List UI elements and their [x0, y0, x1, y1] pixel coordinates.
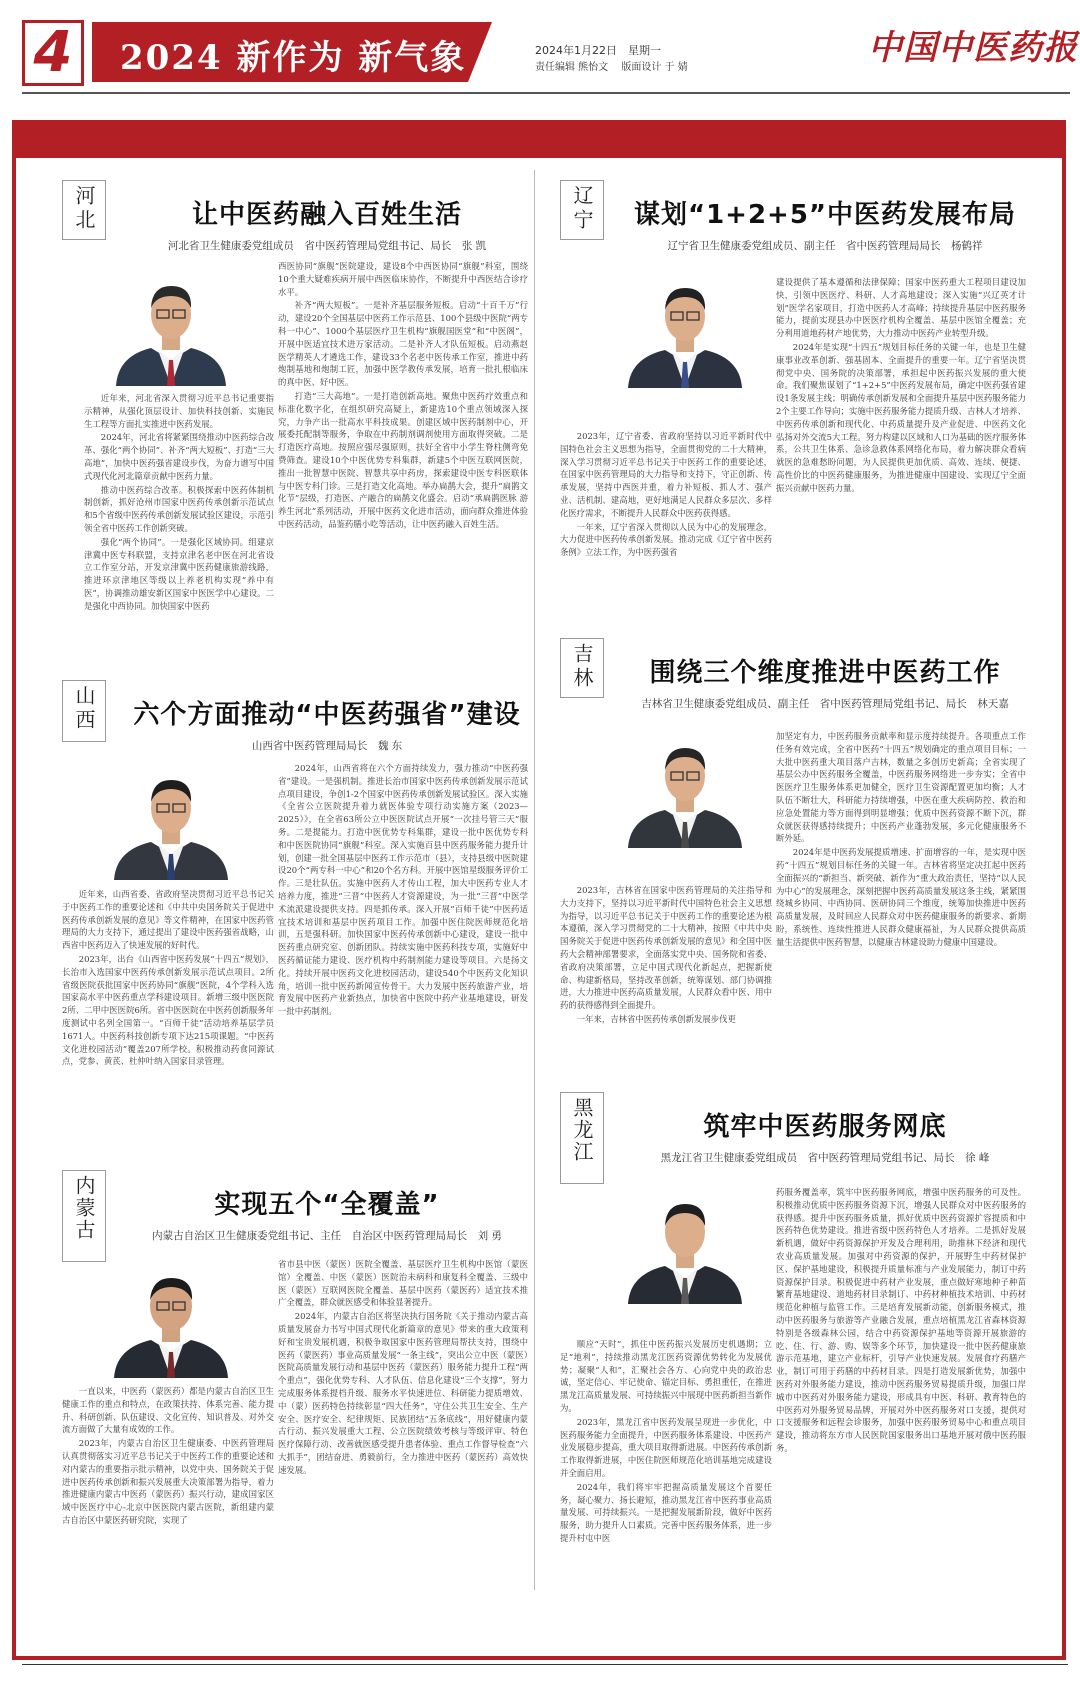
article-column-right: 建设提供了基本遵循和法律保障；国家中医药重大工程项目建设加快，引领中医医疗、科研、人才高地建设；深入实施“兴辽英才计划”医学名家项目，打造中医药人才高峰；持续提升基层中医药服务能力，提前实现县办中医医疗机构全覆盖、基层中医馆全覆盖；充分利用道地药材产地优势，大力推动中医药产业转型升级。 2024年是实现“十四五”规划目标任务的关键一年，也是卫生健康事业改革创新、强基固本、全面提升的重要一年。辽宁省坚决贯彻党中央、国务院的决策部署，承担起中医药振兴发展的重大使命。我们聚焦谋划了“1+2+5”中医药发展布局，确定中医药强省建设1条发展主线；明确传承创新发展和全面提升基层中医药服务能力2个主要工作导向；实施中医药服务能力提质升级、吉林人才培养、中医药传承创新和现代化、中药质量提升及产业促进、中医药文化弘扬对外交流5大工程。努力构建以区域和人口为基础的医疗服务体系，公共卫生体系、急诊急救体系网络化布局，着力解决群众看病就医的急难愁盼问题，为人民提供更加优质、高效、连续、便捷、高性价比的中医药健康服务，为推进健康中国建设、实现辽宁全面振兴贡献中医药力量。 [776, 277, 1026, 493]
article-column-left: 2023年，辽宁省委、省政府坚持以习近平新时代中国特色社会主义思想为指导，全面贯彻党的二十大精神，深入学习贯彻习近平总书记关于中医药工作的重要论述，在国家中医药管理局的大力指导和支持下，守正创新、传承发展，坚持中西医并重，着力补短板、抓人才、强产业、活机制、建高地，更好地满足人民群众多层次、多样化医疗需求，不断提升人民群众中医药获得感。 一年来，辽宁省深入贯彻以人民为中心的发展理念，大力促进中医药传承创新发展。推动完成《辽宁省中医药条例》立法工作，为中医药强省 [560, 431, 772, 558]
newspaper-logo: 中国中医药报 [868, 28, 1078, 68]
article-title: 六个方面推动“中医药强省”建设 [133, 700, 521, 730]
article-title: 实现五个“全覆盖” [214, 1190, 440, 1220]
article-title: 谋划“1+2+5”中医药发展布局 [633, 200, 1017, 230]
top-rule [22, 92, 1070, 94]
article-column-right: 2024年，山西省将在六个方面持续发力，强力推动“中医药强省”建设。一是强机制。推进长治市国家中医药传承创新发展示范试点项目建设，争创1-2个国家中医药传承创新发展试验区。深入实施《全省公立医院提升着力就医体验专项行动实施方案（2023—2025）》，在全省63所公立中医医院试点开展“一次挂号管三天”服务。二是提能力。打造中医优势专科集群，建设一批中医优势专科和中医医院协同“旗舰”科室。深入实施百县中医药服务能力提升计划，创建一批全国基层中医药工作示范市（县），支持县级中医院建设20个“两专科一中心”和20个名方科。开展中医馆星级服务评价工作。三是壮队伍。实施中医药人才传山工程，加大中医药专业人才培养力度，推进“三晋”中医药人才资源建设，为一批“三晋”中医学术流派建设提供支持。四是抓传承。深入开展“百师千徒”中医药适宜技术培训和基层中医药项目工作。加强中医住院医师规范化培训，五是强科研。加快国家中医药传承创新中心建设，建设一批中医药重点研究室、创新团队。持续实施中医药科技专项，实施好中医药循证能力建设、医疗机构中药制剂能力建设等项目。六是扬文化。持续开展中医药文化进校园活动，建设540个中医药文化知识角，培训一批中医药新闻宣传骨干。大力发展中医药旅游产业，培育发展中医药产业新热点，加快省中医院中药产业基地建设，研发一批中药制剂。 [278, 763, 528, 1017]
article-byline: 山西省中医药管理局局长 魏 东 [251, 740, 403, 752]
article-byline: 吉林省卫生健康委党组成员、副主任 省中医药管理局党组书记、局长 林天嘉 [641, 698, 1009, 710]
article-column-right: 加坚定有力，中医药服务贡献率和显示度持续提升。各项重点工作任务有效完成，全省中医药“十四五”规划确定的重点项目目标；一大批中医药重大项目落户吉林，数量之多创历史新高；全省实现了基层公办中医药服务全覆盖，中医药服务网络进一步夯实；全省中医医疗卫生服务体系更加健全，医疗卫生资源配置更加均衡；人才队伍不断壮大，科研能力持续增强，中医在重大疾病防控、救治和应急处置能力等方面得到明显增强；优质中医药资源不断下沉，群众就医获得感持续提升；中医药产业蓬勃发展，多元化健康服务不断外延。 2024年是中医药发展提质增速、扩面增容的一年，是实现中医药“十四五”规划目标任务的关键一年。吉林省将坚定决扛起中医药全面振兴的“新担当、新突破、新作为”重大政治责任，坚持“以人民为中心”的发展理念，深刻把握中医药高质量发展这条主线，紧紧围绕城乡协同、中西协同、医研协同三个维度，统筹加快推进中医药高质量发展，及时回应人民群众对中医药健康服务的新要求、新期盼，系统性、连续性推进人民群众健康福祉，为人民群众提供高质量生活提供中医药智慧，以健康吉林建设助力健康中国建设。 [776, 731, 1026, 947]
province-label: 黑龙江 [560, 1092, 604, 1184]
author-photo [106, 762, 236, 880]
portrait-icon [620, 730, 750, 848]
section-title: 2024 新作为 新气象 [120, 38, 467, 78]
article-byline: 辽宁省卫生健康委党组成员、副主任 省中医药管理局局长 杨鹤祥 [667, 240, 983, 252]
portrait-icon [106, 1260, 236, 1378]
portrait-icon [106, 268, 236, 386]
province-label: 辽宁 [560, 180, 604, 240]
province-label: 吉林 [560, 638, 604, 698]
page-number: 4 [22, 20, 84, 86]
portrait-icon [620, 1186, 750, 1304]
masthead [0, 0, 1080, 95]
author-photo [106, 1260, 236, 1378]
article-inner-mongolia [62, 1170, 532, 1590]
article-byline: 河北省卫生健康委党组成员 省中医药管理局党组书记、局长 张 凯 [167, 240, 487, 252]
article-liaoning [560, 180, 1030, 620]
article-shanxi [62, 680, 532, 1150]
article-column-right: 药服务覆盖率，筑牢中医药服务网底，增强中医药服务的可及性。积极推动优质中医药服务资源下沉，增强人民群众对中医药服务的获得感。提升中医药服务质量，抓好优质中医药资源扩容提质和中医药特色优势建设。推进省级中医药特色人才培养。二是抓好发展新机遇，做好中药资源保护开发及合理利用，助推林下经济和现代农业高质量发展。加强对中药资源的保护，开展野生中药材保护区、保护基地建设，积极提升质量标准与产业发展能力，制订中药资源保护目录。积极促进中药材产业发展，重点做好寒地种子种苗繁育基地建设、道地药材目录制订、中药材种植技术培训、中药材规范化种植与监管工作。三是培育发展新动能，创新服务模式，推动中医药服务与旅游等产业融合发展，重点培植黑龙江省森林资源特别是各级森林公园，结合中药资源保护基地等资源开展旅游的吃、住、行、游、购、娱等多个环节，加快建设一批中医药健康旅游示范基地，建立产业标杆，引导产业快速发展。发展食疗药膳产业，制订可用于药膳的中药材目录。四是打造发展新优势，加强中医药对外服务能力建设，推动中医药服务贸易提质升级，加强口岸城市中医药对外服务能力建设，形成具有中医、科研、教育特色的中医药对外服务贸易品牌，开展对外中医药服务对口支援，提供对口支援服务和远程会诊服务，加强中医药服务贸易中心和重点项目建设，推动将东方市人民医院国家服务出口基地开展对俄中医药服务。 [776, 1187, 1026, 1453]
credits [535, 58, 698, 73]
article-column-left: 近年来，山西省委、省政府坚决贯彻习近平总书记关于中医药工作的重要论述和《中共中央国务院关于促进中医药传承创新发展的意见》等文件精神，在国家中医药管理局的大力支持下，通过提出了建设中医药强省战略，山西省中医药迈入了快速发展的好时代。 2023年，出台《山西省中医药发展“十四五”规划》，长治市入选国家中医药传承创新发展示范试点项目。2所省级医院获批国家中医药协同“旗舰”医院，4个学科入选国家高水平中医药重点学科建设项目。新增三级中医医院2所、二甲中医医院6所。省中医医院在中医药创新服务年度测试中名列全国第一。“百师千徒”活动培养基层学员1671人。中医药科技创新专项下达215项课题。“中医药文化进校园活动”覆盖207所学校。积极推动药食同源试点，党参、黄芪、杜仲叶纳入国家目录管理。 [62, 889, 274, 1067]
bottom-rule [22, 1664, 1068, 1665]
article-title: 让中医药融入百姓生活 [191, 200, 462, 230]
article-title: 围绕三个维度推进中医药工作 [649, 658, 1001, 688]
designer-credit: 版面设计 于 婧 [621, 62, 688, 73]
article-hebei [62, 180, 532, 680]
author-photo [106, 268, 236, 386]
article-byline: 黑龙江省卫生健康委党组成员 省中医药管理局党组书记、局长 徐 峰 [660, 1152, 990, 1164]
province-label: 内蒙古 [62, 1170, 106, 1262]
author-photo [620, 730, 750, 848]
article-column-left: 一直以来，中医药（蒙医药）都是内蒙古自治区卫生健康工作的重点和特点，在政策扶持、体系完善、能力提升、科研创新、队伍建设、文化宣传、知识普及、对外交流方面做了大量有成效的工作。 2023年，内蒙古自治区卫生健康委、中医药管理局认真贯彻落实习近平总书记关于中医药工作的重要论述和对内蒙古的重要指示批示精神，以党中央、国务院关于促进中医药传承创新和振兴发展重大决策部署为指导，着力推进健康内蒙古中医药（蒙医药）振兴行动，建成国家区域中医医疗中心-北京中医医院内蒙古医院，新组建内蒙古自治区中蒙医药研究院，实现了 [62, 1386, 274, 1525]
article-title: 筑牢中医药服务网底 [703, 1112, 947, 1142]
article-column-right: 西医协同“旗舰”医院建设，建设8个中西医协同“旗舰”科室，围绕10个重大疑难疾病开展中西医临床协作，不断提升中西医结合诊疗水平。 补齐“两大短板”。一是补齐基层服务短板。启动“十百千万”行动，建设20个全国基层中医药工作示范县、100个县级中医院“两专科一中心”、1000个基层医疗卫生机构“旗舰国医堂”和“中医阁”，开展中医适宜技术进万家活动。二是补齐人才队伍短板。启动燕赵医学精英人才遴选工作，建设33个名老中医传承工作室，推进中药炮制基地和炮制工匠，加强中医学教传承发展，培育一批扎根临床的真中医、好中医。 打造“三大高地”。一是打造创新高地。聚焦中医药疗效重点和标准化数字化，在组织研究高疑上，新建选10个重点领域深入探究，力争产出一批高水平科技成果。创建区域中医药制剂中心，开展委托配制等服务，争取在中药制剂调剂使用方面取得突破。二是打造医疗高地。按照应强尽强原则，扶好全省中小学生脊柱侧弯免费筛查。建设10个中医优势专科集群，新建5个中医互联网医院，推出一批智慧中医院、智慧共享中药房，探索建设中医专科医联体与中医专科门诊。三是打造文化高地。举办扁鹊大会，提升“扁鹊文化节”层级，打造医、产融合的扁鹊文化盛会。启动“承扁鹊医脉 游养生河北”系列活动，开展中医药文化进市活动，面向群众推进体验中医药活动，品鉴药膳小吃等活动，让中医药融入百姓生活。 [278, 261, 528, 529]
article-column-left: 近年来，河北省深入贯彻习近平总书记重要指示精神，从强化顶层设计、加快科技创新、实施民生工程等方面扎实推进中医药发展。 2024年，河北省将紧紧围绕推动中医药综合改革、强化“两个协同”、补齐“两大短板”、打造“三大高地”，加快中医药强省建设步伐，为奋力谱写中国式现代化河北篇章贡献中医药力量。 推动中医药综合改革。积极探索中医药体制机制创新，抓好沧州市国家中医药传承创新示范试点和5个省级中医药传承创新发展试验区建设，示范引领全省中医药工作创新突破。 强化“两个协同”。一是强化区域协同。组建京津冀中医专科联盟，支持京津名老中医在河北省设立工作室分站，开发京津冀中医药健康旅游线路，推进环京津地区等级以上养老机构实现“养中有医”，协调推动雄安新区国家中医医学中心建设。二是强化中西协同。加快国家中医药 [84, 393, 274, 611]
author-photo [620, 270, 750, 388]
article-jilin [560, 638, 1030, 1068]
article-column-left: 2023年，吉林省在国家中医药管理局的关注指导和大力支持下，坚持以习近平新时代中国特色社会主义思想为指导，以习近平总书记关于中医药工作的重要论述为根本遵循，深入学习贯彻党的二十大精神，按照《中共中央国务院关于促进中医药传承创新发展的意见》和全国中医药大会精神部署要求，全面落实党中央、国务院和省委、省政府决策部署，立足中国式现代化新起点，把握新使命、构建新格局，坚持改革创新，统筹谋划、部门协调推进，大力推进中医药高质量发展，人民群众看中医、用中药的获得感得到全面提升。 一年来，吉林省中医药传承创新发展步伐更 [560, 885, 772, 1024]
province-label: 山西 [62, 680, 106, 742]
portrait-icon [106, 762, 236, 880]
issue-date: 2024年1月22日 星期一 [535, 44, 661, 57]
portrait-icon [620, 270, 750, 388]
article-byline: 内蒙古自治区卫生健康委党组书记、主任 自治区中医药管理局局长 刘 勇 [152, 1230, 502, 1242]
article-column-right: 省市县中医（蒙医）医院全覆盖、基层医疗卫生机构中医馆（蒙医馆）全覆盖、中医（蒙医）医院治未病科和康复科全覆盖、三级中医（蒙医）互联网医院全覆盖、基层中医药（蒙医药）适宜技术推广全覆盖，群众就医感受和体验显著提升。 2024年，内蒙古自治区将坚决执行国务院《关于推动内蒙古高质量发展奋力书写中国式现代化新篇章的意见》带来的重大政策利好和宝贵发展机遇，积极争取国家中医药管理局帮扶支持，围绕中医药（蒙医药）事业高质量发展“一条主线”，突出公立中医（蒙医）医院高质量发展行动和基层中医药（蒙医药）服务能力提升工程“两个重点”，强化优势专科、人才队伍、信息化建设“三个支撑”，努力完成服务体系提档升级、服务水平快速进位、科研能力提质增效、中（蒙）医药特色持续彰显“四大任务”，守住公共卫生安全、生产安全、医疗安全、纪律规矩、民族团结“五条底线”，用好健康内蒙古行动、振兴发展重大工程、公立医院绩效考核与等级评审、特色医疗保障行动、改善就医感受提升患者体验、重点工作督导检查“六大抓手”，团结奋进、勇毅前行，全力推进中医药（蒙医药）高效快速发展。 [278, 1259, 528, 1475]
editor-credit: 责任编辑 熊怡文 [535, 62, 609, 73]
author-photo [620, 1186, 750, 1304]
article-heilongjiang [560, 1092, 1030, 1592]
column-divider [534, 170, 535, 1590]
province-label: 河北 [62, 180, 106, 240]
red-header-bar [16, 124, 1062, 158]
article-column-left: 顺应“天时”，抓住中医药振兴发展历史机遇期；立足“地利”，持续推动黑龙江医药资源优势转化为发展优势；凝聚“人和”，汇聚社会各方、心向党中央的政治忠诚，坚定信心、牢记使命、锚定目标、勇担重任，在推进黑龙江高质量发展、可持续振兴中展现中医药新担当新作为。 2023年，黑龙江省中医药发展呈现进一步优化，中医药服务能力全面提升，中医药服务体系建设、中医药产业发展稳步提高，重大项目取得新进展。中医药传承创新工作取得新进展，中医住院医师规范化培训基地完成建设并全面启用。 2024年，我们将牢牢把握高质量发展这个首要任务，凝心聚力、扬长避短，推动黑龙江省中医药事业高质量发展、可持续振兴。一是把握发展新阶段，做好中医药服务，助力提升人口素质。完善中医药服务体系，进一步提升村屯中医 [560, 1339, 772, 1543]
